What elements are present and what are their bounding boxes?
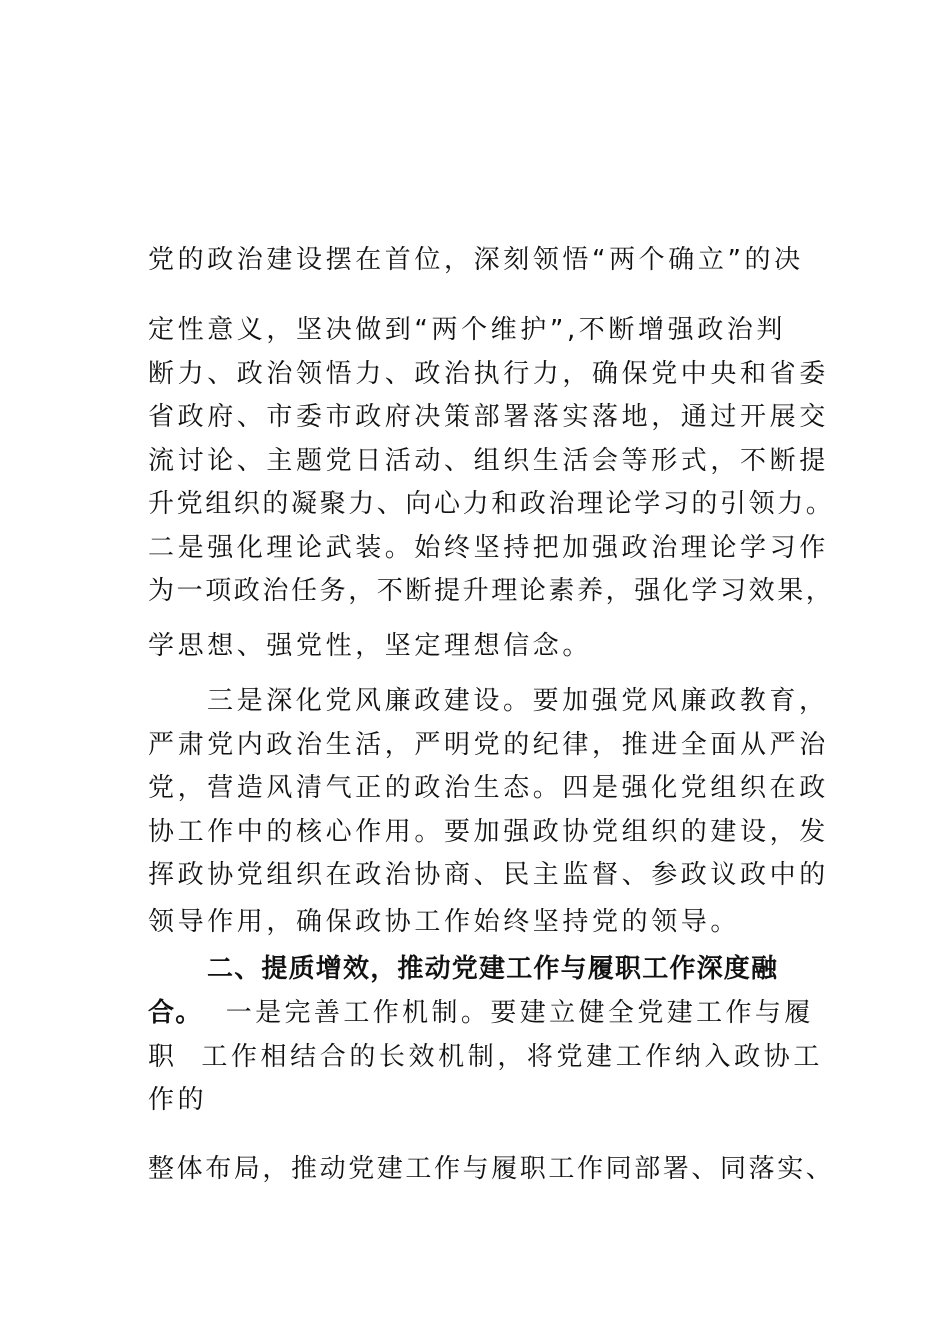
text-line: 流讨论、主题党日活动、组织生活会等形式，不断提 — [148, 446, 829, 476]
text-line: 党的政治建设摆在首位，深刻领悟“两个确立”的决 — [148, 245, 804, 275]
text-line: 二是强化理论武装。始终坚持把加强政治理论学习作 — [148, 533, 829, 563]
section-heading-end: 合。 — [148, 998, 203, 1028]
text-line: 协工作中的核心作用。要加强政协党组织的建设，发 — [148, 817, 829, 847]
text-line: 职 工作相结合的长效机制，将党建工作纳入政协工 — [148, 1042, 823, 1072]
text-line: 断力、政治领悟力、政治执行力，确保党中央和省委 — [148, 359, 829, 389]
text-line: 领导作用，确保政协工作始终坚持党的领导。 — [148, 907, 741, 937]
text-segment: 一是完善工作机制。要建立健全党建工作与履 — [202, 998, 814, 1028]
section-heading-continuation — [148, 995, 814, 1031]
text-line: 严肃党内政治生活，严明党的纪律，推进全面从严治 — [148, 730, 829, 760]
text-line: 三是深化党风廉政建设。要加强党风廉政教育， — [207, 686, 829, 716]
text-line: 为一项政治任务，不断提升理论素养，强化学习效果， — [148, 576, 835, 606]
text-line: 挥政协党组织在政治协商、民主监督、参政议政中的 — [148, 860, 829, 890]
text-line: 升党组织的凝聚力、向心力和政治理论学习的引领力。 — [148, 489, 835, 519]
text-line: 学思想、强党性，坚定理想信念。 — [148, 631, 593, 661]
text-line: 省政府、市委市政府决策部署落实落地，通过开展交 — [148, 402, 829, 432]
text-line: 整体布局，推动党建工作与履职工作同部署、同落实、 — [148, 1154, 835, 1184]
text-line: 党，营造风清气正的政治生态。四是强化党组织在政 — [148, 773, 829, 803]
section-heading: 二、提质增效，推动党建工作与履职工作深度融 — [207, 954, 779, 984]
text-line: 定性意义，坚决做到“两个维护”,不断增强政治判 — [148, 315, 787, 345]
text-line: 作的 — [148, 1085, 208, 1115]
